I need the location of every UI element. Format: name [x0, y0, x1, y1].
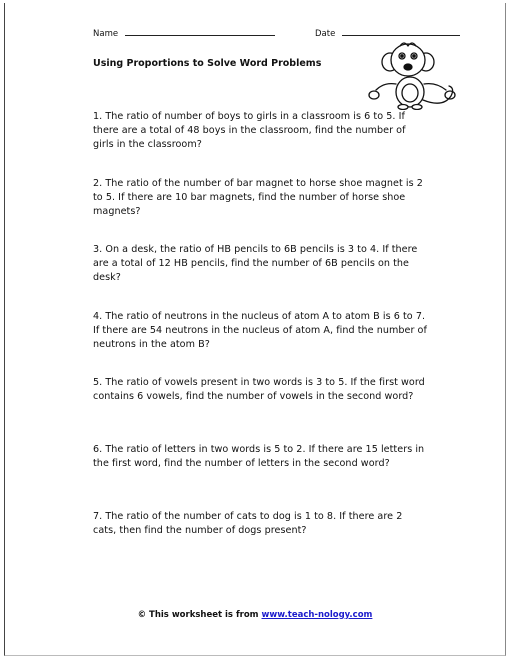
question-6: 6. The ratio of letters in two words is 5 to 2. If there are 15 letters in the first word, find the number of letters in the second word?: [93, 444, 425, 469]
footer-credit: [0, 610, 510, 620]
date-label: Date: [315, 29, 336, 39]
question-5: 5. The ratio of vowels present in two words is 3 to 5. If the first word contains 6 vowels, find the number of vowels in the second word?: [93, 377, 425, 402]
question-2: 2. The ratio of the number of bar magnet to horse shoe magnet is 2 to 5. If there are 10 bar magnets, find the number of horse shoe magnets?: [93, 178, 423, 217]
question-4: 4. The ratio of neutrons in the nucleus of atom A to atom B is 6 to 7. If there are 54 neutrons in the nucleus of atom A, find the number of neutrons in the atom B?: [93, 311, 427, 350]
footer-link[interactable]: www.teach-nology.com: [261, 610, 373, 620]
question-3: 3. On a desk, the ratio of HB pencils to 6B pencils is 3 to 4. If there are a total of 12 HB pencils, find the number of 6B pencils on the desk?: [93, 244, 418, 283]
date-field: [315, 27, 460, 39]
question-7: 7. The ratio of the number of cats to dog is 1 to 8. If there are 2 cats, then find the number of dogs present?: [93, 511, 403, 536]
footer-prefix: © This worksheet is from: [137, 610, 259, 620]
name-label: Name: [93, 29, 119, 39]
date-blank-line[interactable]: [342, 27, 460, 36]
cartoon-monkey-icon: [360, 40, 465, 110]
worksheet-title: Using Proportions to Solve Word Problems: [93, 58, 322, 69]
name-blank-line[interactable]: [125, 27, 275, 36]
question-1: 1. The ratio of number of boys to girls in a classroom is 6 to 5. If there are a total of 48 boys in the classroom, find the number of girls in the classroom?: [93, 111, 406, 150]
name-field: [93, 27, 275, 39]
